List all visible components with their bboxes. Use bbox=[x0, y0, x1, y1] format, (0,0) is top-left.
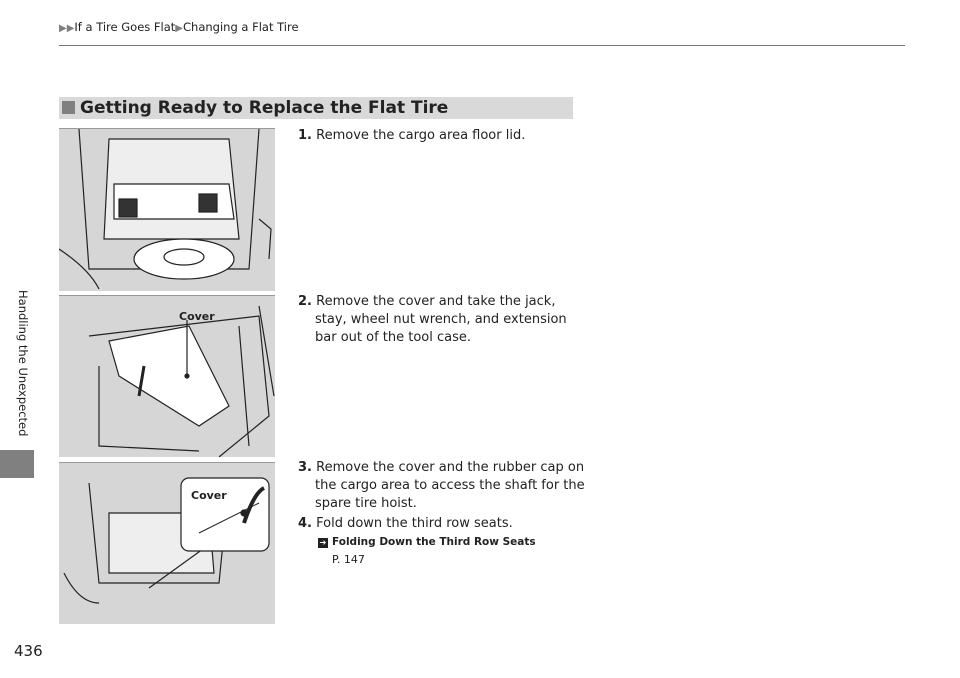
figure-tool-case-cover bbox=[59, 295, 275, 457]
section-heading bbox=[59, 97, 573, 119]
breadcrumb-item[interactable]: Changing a Flat Tire bbox=[183, 20, 299, 34]
arrow-icon: ▶ bbox=[175, 23, 183, 34]
square-bullet-icon bbox=[62, 101, 75, 114]
reference-page[interactable]: P. 147 bbox=[332, 553, 365, 566]
step-text: Remove the cargo area floor lid. bbox=[316, 128, 526, 143]
breadcrumb bbox=[59, 20, 299, 34]
page-number: 436 bbox=[14, 642, 43, 660]
step-number: 1. bbox=[298, 128, 312, 143]
step-number: 2. bbox=[298, 294, 312, 309]
section-title: Getting Ready to Replace the Flat Tire bbox=[80, 98, 449, 118]
step-number: 4. bbox=[298, 516, 312, 531]
step-text: Fold down the third row seats. bbox=[316, 516, 513, 531]
step-text: Remove the cover and the rubber cap on the cargo area to access the shaft for the spare tire hoist. bbox=[315, 460, 585, 511]
reference-title[interactable]: Folding Down the Third Row Seats bbox=[332, 536, 536, 548]
section-tab bbox=[0, 450, 34, 478]
callout-label: Cover bbox=[191, 489, 227, 502]
step-number: 3. bbox=[298, 460, 312, 475]
cross-reference-link[interactable] bbox=[298, 533, 588, 551]
arrow-icon: ▶▶ bbox=[59, 23, 75, 34]
reference-arrow-icon: ➔ bbox=[319, 538, 327, 547]
divider bbox=[59, 45, 905, 46]
step-text: Remove the cover and take the jack, stay, wheel nut wrench, and extension bar out of the tool case. bbox=[315, 294, 567, 345]
side-section-label bbox=[10, 290, 30, 450]
breadcrumb-item[interactable]: If a Tire Goes Flat bbox=[74, 20, 176, 34]
side-section-text: Handling the Unexpected bbox=[16, 290, 30, 437]
callout-label: Cover bbox=[179, 310, 215, 323]
step-4 bbox=[298, 515, 588, 569]
step-3 bbox=[298, 459, 590, 513]
figure-rubber-cap-cover bbox=[59, 462, 275, 624]
step-2 bbox=[298, 293, 590, 347]
figure-cargo-floor-lid bbox=[59, 128, 275, 291]
step-1 bbox=[298, 127, 588, 145]
